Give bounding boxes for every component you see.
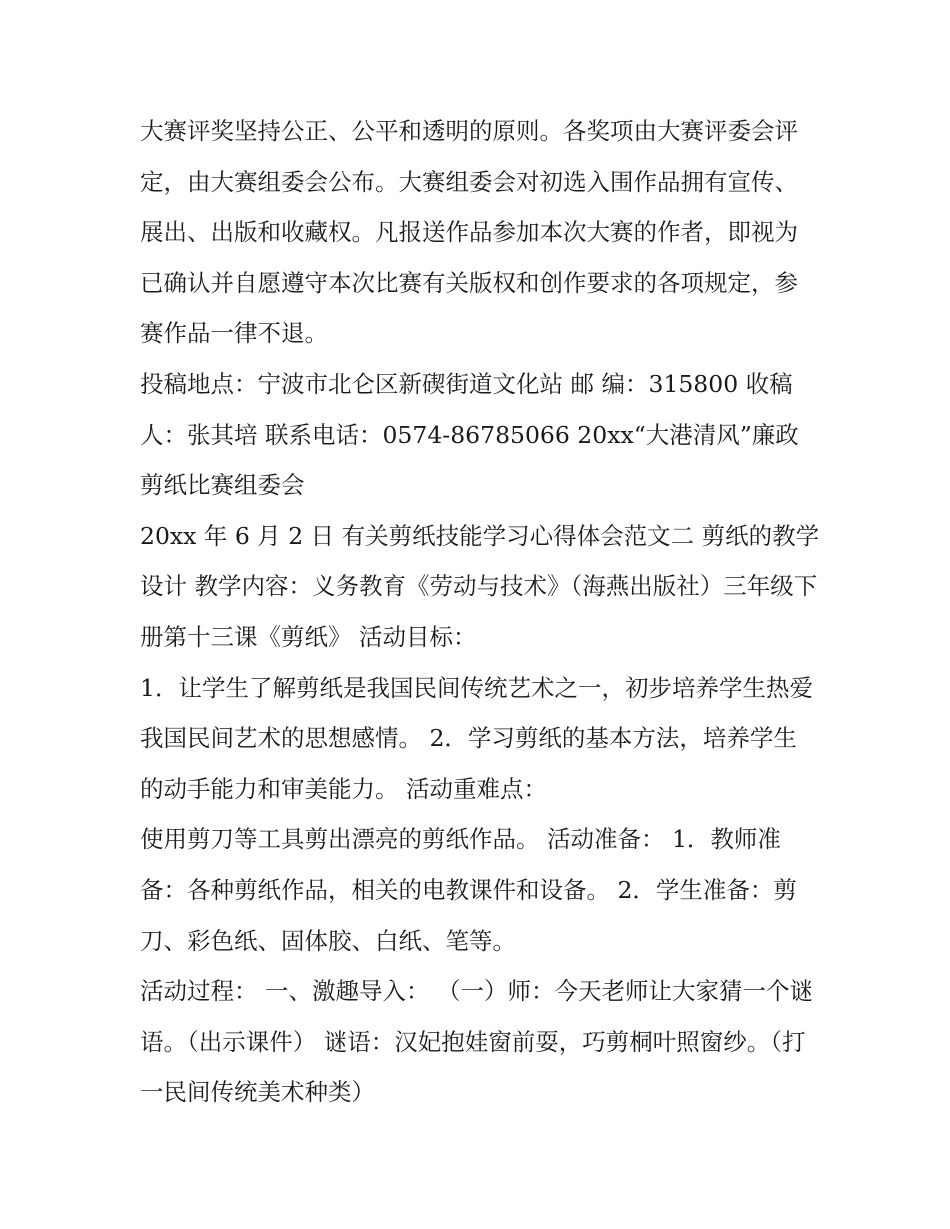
paragraph-submission-address: 投稿地点：宁波市北仑区新碶街道文化站 邮 编：315800 收稿人：张其培 联系电话：0574-86785066 20xx“大港清风”廉政剪纸比赛组委会 xyxy=(140,369,799,500)
paragraph-preparation: 使用剪刀等工具剪出漂亮的剪纸作品。 活动准备： 1．教师准备：各种剪纸作品，相关的电教课件和设备。 2．学生准备：剪刀、彩色纸、固体胶、白纸、笔等。 xyxy=(140,825,797,955)
paragraph-award-rules: 大赛评奖坚持公正、公平和透明的原则。各奖项由大赛评委会评定，由大赛组委会公布。大赛组委会对初选入围作品拥有宣传、展出、出版和收藏权。凡报送作品参加本次大赛的作者，即视为已确认并自愿遵守本次比赛有关版权和创作要求的各项规定，参赛作品一律不退。 xyxy=(140,117,798,348)
document-body xyxy=(140,106,820,1118)
paragraph-activity-goals: 1．让学生了解剪纸是我国民间传统艺术之一，初步培养学生热爱我国民间艺术的思想感情。 2．学习剪纸的基本方法，培养学生的动手能力和审美能力。 活动重难点： xyxy=(140,673,813,803)
paragraph-activity-process: 活动过程： 一、激趣导入： （一）师：今天老师让大家猜一个谜语。（出示课件） 谜语：汉妃抱娃窗前耍，巧剪桐叶照窗纱。（打一民间传统美术种类） xyxy=(140,977,813,1107)
paragraph-date-and-lesson-info: 20xx 年 6 月 2 日 有关剪纸技能学习心得体会范文二 剪纸的教学设计 教学内容：义务教育《劳动与技术》（海燕出版社）三年级下册第十三课《剪纸》 活动目标： xyxy=(140,521,820,651)
